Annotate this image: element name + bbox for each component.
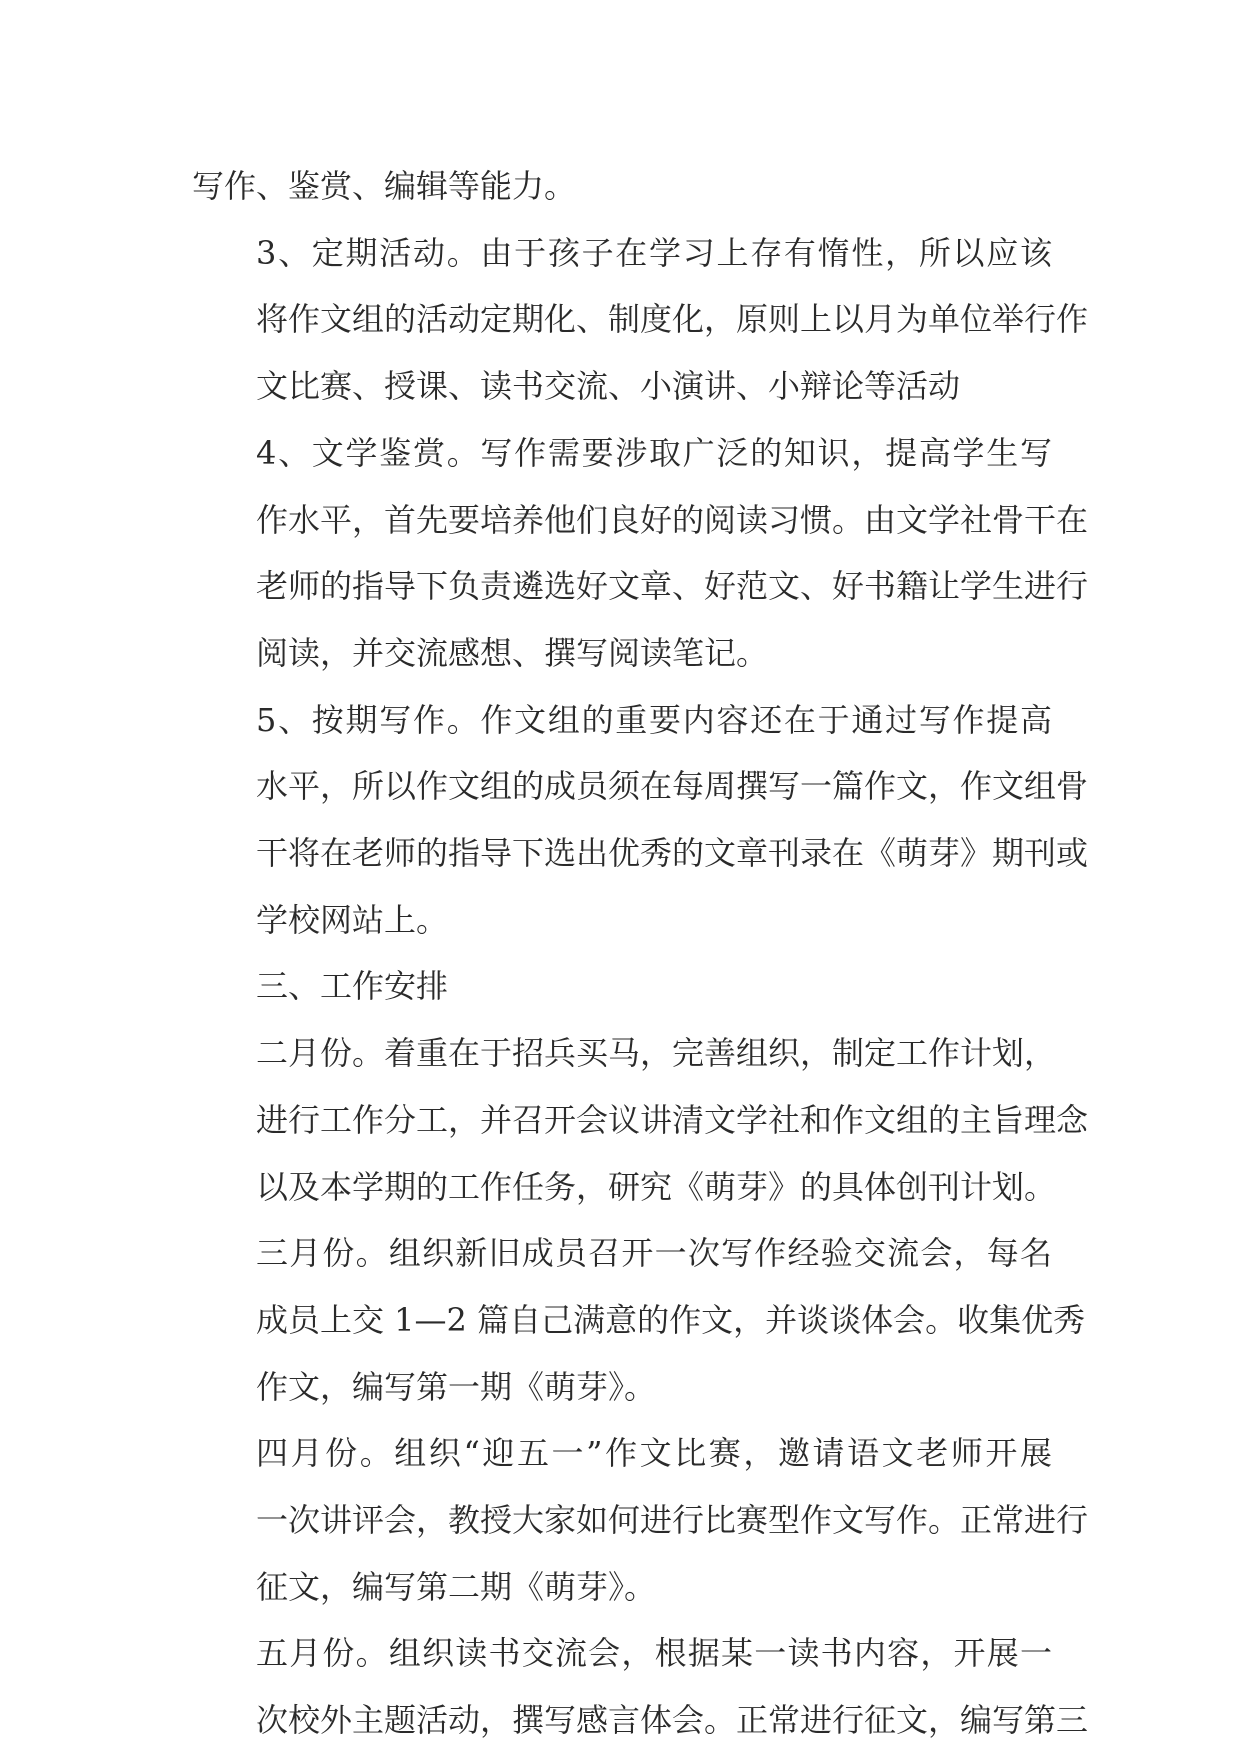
text-line: 二月份。着重在于招兵买马，完善组织，制定工作计划， — [256, 1034, 1057, 1073]
text-line: 写作、鉴赏、编辑等能力。 — [192, 167, 577, 205]
text-line: 三月份。组织新旧成员召开一次写作经验交流会，每名 — [256, 1234, 1052, 1273]
text-line: 征文，编写第二期《萌芽》。 — [256, 1567, 657, 1606]
section-heading: 三、工作安排 — [256, 967, 449, 1006]
body-text — [192, 153, 1089, 1754]
text-line: 次校外主题活动，撰写感言体会。正常进行征文，编写第三 — [256, 1701, 1089, 1740]
paragraph-continuation — [192, 153, 1052, 220]
text-line: 进行工作分工，并召开会议讲清文学社和作文组的主旨理念 — [256, 1100, 1089, 1139]
text-line: 5、按期写作。作文组的重要内容还在于通过写作提高 — [256, 700, 1052, 739]
text-line: 将作文组的活动定期化、制度化，原则上以月为单位举行作 — [256, 300, 1089, 339]
text-line: 3、定期活动。由于孩子在学习上存有惰性，所以应该 — [256, 233, 1052, 272]
paragraph-literary-appreciation — [192, 420, 1089, 687]
paragraph-april — [192, 1420, 1089, 1620]
text-line: 作文，编写第一期《萌芽》。 — [256, 1367, 657, 1406]
text-line: 阅读，并交流感想、撰写阅读笔记。 — [256, 633, 769, 672]
text-line: 以及本学期的工作任务，研究《萌芽》的具体创刊计划。 — [256, 1167, 1057, 1206]
text-line: 作水平，首先要培养他们良好的阅读习惯。由文学社骨干在 — [256, 500, 1089, 539]
text-line: 五月份。组织读书交流会，根据某一读书内容，开展一 — [256, 1634, 1052, 1673]
text-line: 四月份。组织“迎五一”作文比赛，邀请语文老师开展 — [256, 1434, 1052, 1473]
paragraph-may — [192, 1620, 1089, 1753]
text-line: 干将在老师的指导下选出优秀的文章刊录在《萌芽》期刊或 — [256, 834, 1089, 873]
text-line: 成员上交 1—2 篇自己满意的作文，并谈谈体会。收集优秀 — [256, 1300, 1086, 1339]
text-line: 一次讲评会，教授大家如何进行比赛型作文写作。正常进行 — [256, 1501, 1089, 1540]
paragraph-february — [192, 1020, 1089, 1220]
text-line: 4、文学鉴赏。写作需要涉取广泛的知识，提高学生写 — [256, 433, 1052, 472]
paragraph-march — [192, 1220, 1086, 1420]
paragraph-periodic-writing — [192, 687, 1089, 954]
text-line: 水平，所以作文组的成员须在每周撰写一篇作文，作文组骨 — [256, 767, 1089, 806]
paragraph-regular-activities — [192, 220, 1089, 420]
text-line: 文比赛、授课、读书交流、小演讲、小辩论等活动 — [256, 367, 961, 406]
text-line: 学校网站上。 — [256, 900, 449, 939]
text-line: 老师的指导下负责遴选好文章、好范文、好书籍让学生进行 — [256, 567, 1089, 606]
section-heading-work-arrangement — [192, 953, 1052, 1020]
